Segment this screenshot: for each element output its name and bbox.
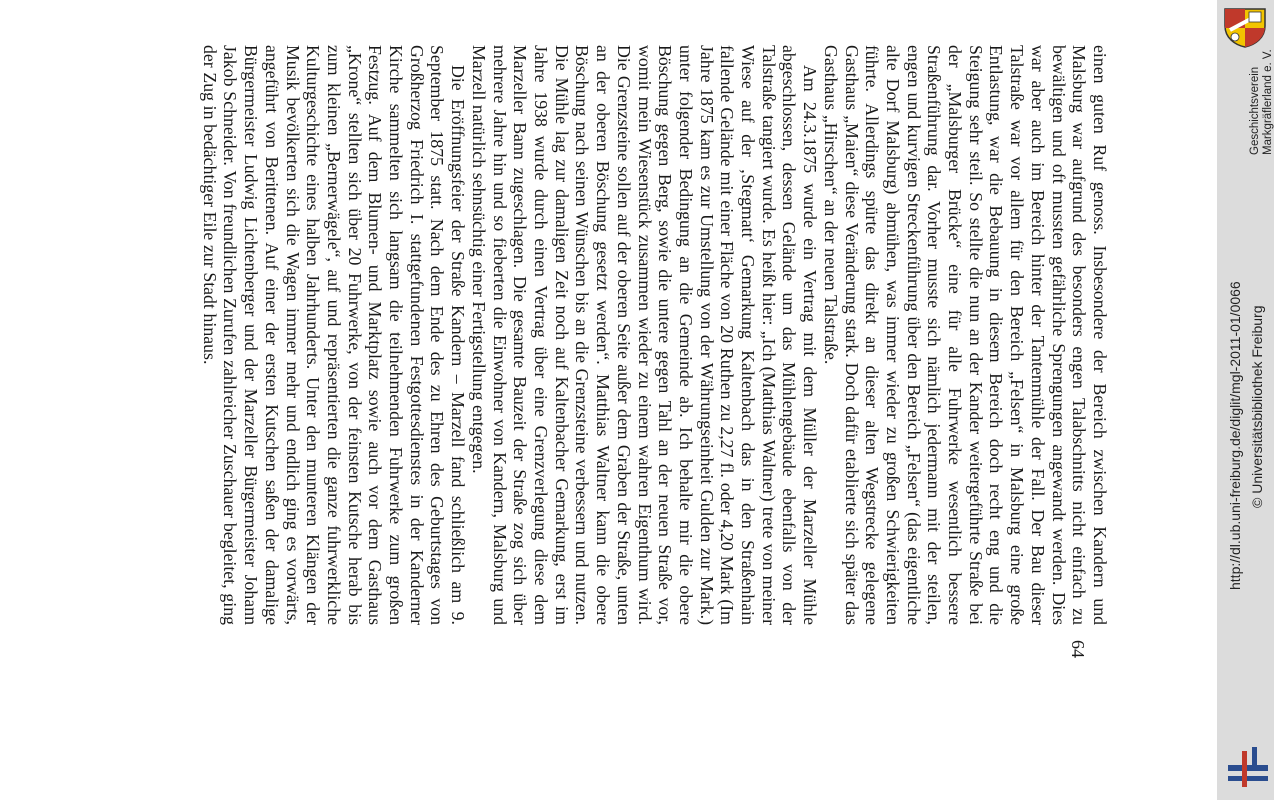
copyright-notice: © Universitätsbibliothek Freiburg bbox=[1249, 305, 1265, 508]
society-name-line2: Markgräflerland e. V. bbox=[1262, 49, 1274, 155]
page-number: 64 bbox=[1068, 640, 1088, 658]
source-url-link[interactable]: http://dl.ub.uni-freiburg.de/diglit/mgl-2011-01/0066 bbox=[1227, 281, 1243, 590]
coat-of-arms-icon bbox=[1222, 6, 1268, 48]
paragraph-1: einen guten Ruf genoss. Insbesondere der Bereich zwischen Kandern und Malsburg war aufgrund des besonders engen Talabschnitts nicht einfach zu bewältigen und oft mussten gefährliche Sprengungen angewandt werden. Dies war aber auch im Bereich hinter der Tantenmühle der Fall. Der Bau dieser Talstraße war vor allem für den Bereich „Felsen“ in Malsburg eine große Entlastung, war die Bebauung in diesem Bereich doch recht eng und die Steigung sehr steil. So stellte die nun an der Kander weitergeführte Straße bei der „Malsburger Brücke“ eine für alle Fuhrwerke wesentlich bessere Straßenführung dar. Vorher musste sich nämlich jedermann mit der steilen, engen und kurvigen Streckenführung über den Bereich „Felsen“ (das eigentliche alte Dorf Malsburg) abmühen, was immer wieder zu großen Schwierigkeiten führte. Allerdings spürte das direkt an dieser alten Wegstrecke gelegene Gasthaus „Maien“ diese Veränderung stark. Doch dafür etablierte sich später das Gasthaus „Hirschen“ an der neuen Talstraße. bbox=[820, 45, 1110, 625]
page-body bbox=[110, 45, 1110, 625]
society-name-line1: Geschichtsverein bbox=[1249, 66, 1261, 155]
paragraph-2: Am 24.3.1875 wurde ein Vertrag mit dem Müller der Marzeller Mühle abgeschlossen, dessen Gelände um das Mühlengebäude ebenfalls von der Talstraße tangiert wurde. Es heißt hier: „Ich (Matthias Waltner) trete von meiner Wiese auf der ‚Stegmatt‘ Gemarkung Kaltenbach das in den Straßenhain fallende Gelände mit einer Fläche von 20 Ruthen zu 2,27 fl. oder 4,20 Mark (Im Jahre 1875 kam es zur Umstellung von der Währungseinheit Gulden zur Mark.) unter folgender Bedingung an die Gemeinde ab. Ich behalte mir die obere Böschung gegen Berg, sowie die untere gegen Tahl an der neuen Straße vor, womit mein Wiesenstück zusammen wieder zu einem wahren Eigenthum wird. Die Grenzsteine sollen auf der oberen Seite außer dem Graben der Straße, unten an der oberen Böschung gesetzt werden“. Matthias Waltner kann die obere Böschung nach seinen Wünschen bis an die Grenzsteine verbessern und nutzen. Die Mühle lag zur damaligen Zeit noch auf Kaltenbacher Gemarkung, erst im Jahre 1938 wurde durch einen Vertrag über eine Grenzverlegung diese dem Marzeller Bann zugeschlagen. Die gesamte Bauzeit der Straße zog sich über mehrere Jahre hin und so fieberten die Einwohner von Kandern, Malsburg und Marzell natürlich sehnsüchtig einer Fertigstellung entgegen. bbox=[468, 45, 821, 625]
rotated-page bbox=[110, 0, 1110, 800]
paragraph-3: Die Eröffnungsfeier der Straße Kandern – Marzell fand schließlich am 9. September 1875 statt. Nach dem Ende des zu Ehren des Geburtstages von Großherzog Friedrich I. stattgefundenen Festgottesdienstes in der Kanderner Kirche sammelten sich langsam die teilnehmenden Fuhrwerke zum großen Festzug. Auf dem Blumen- und Marktplatz sowie auch vor dem Gasthaus „Krone“ stellten sich über 20 Fuhrwerke, von der feinsten Kutsche herab bis zum kleinen „Bernerwägele“, auf und repräsentierten die ganze fuhrwerkliche Kulturgeschichte eines halben Jahrhunderts. Unter den munteren Klängen der Musik bevölkerten sich die Wagen immer mehr und endlich ging es vorwärts, angeführt von Berittenen. Auf einer der ersten Kutschen saßen der damalige Bürgermeister Ludwig Lichtenberger und der Marzeller Bürgermeister Johann Jakob Schneider. Von freundlichen Zurufen zahlreicher Zuschauer begleitet, ging der Zug in bedächtiger Eile zur Stadt hinaus. bbox=[199, 45, 469, 625]
ub-freiburg-logo-icon bbox=[1226, 745, 1270, 791]
